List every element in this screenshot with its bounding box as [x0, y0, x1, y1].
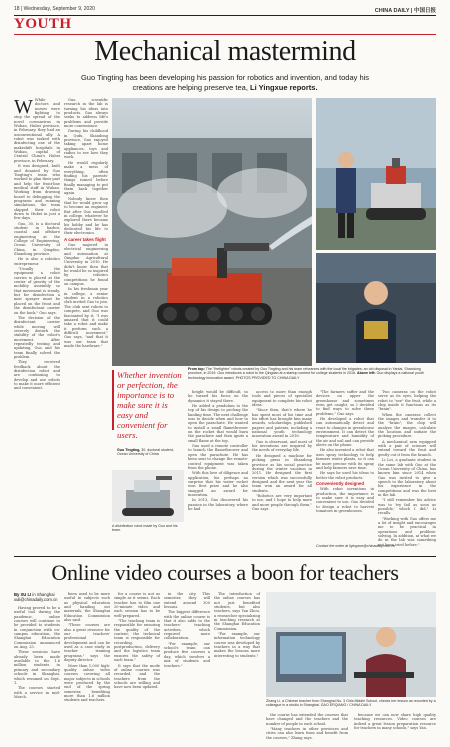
paragraph: With robot inventions in production, the importance is to make sure it is easy and convenient to use. Guo decided to design a robot to harvest tomatoes in greenhouses. [316, 487, 374, 513]
headline: Mechanical mastermind [94, 36, 356, 67]
paragraph: "The teaching team is responsible for ensuring the quality of the content; the technical team is responsible for recording, postproduction, delivery and the logistics team ensures the safety of each team." [114, 619, 160, 663]
caption-text-2: Guo displays a national youth technology innovation award. [188, 371, 424, 380]
story1-column-6 [378, 390, 436, 547]
story2-column-2 [64, 592, 110, 741]
story2-photo [266, 592, 436, 697]
paragraph: Li Lei, a graduate student in the same lab with Guo at the Ocean University of China, has known him since 2014 when Guo was invited to give a speech to the laboratory about his experience in the competitions and was the best in the lab. [378, 458, 436, 497]
paragraph: been used to be more useful in subjects such as physical education and handing out materials, the Shanghai Education Commission also said. [64, 592, 110, 623]
story1-column-4 [252, 390, 312, 551]
caption-text: The "firefighter" robots created by Guo Tingting and his team rehearses with the local fire brigades; an old disposal in Yantai, Shandong province, in 2019. Guo introduces a robot to the Qingdao at a startup contest for college students in 2016. [188, 367, 421, 376]
teacher-studio-photo [266, 592, 436, 697]
paragraph: "These courses are also a great resource for our teachers' professional development and can be used as a case study in teacher training programs," says the deputy director. [64, 623, 110, 663]
story1-column-5 [316, 390, 374, 551]
pull-quote-attribution [117, 448, 183, 457]
paragraph: Having proved to be a useful tool during the pandemic, online courses will continue to be provided to students in conjunction with on-campus education, the Shanghai Education Commission announced on Aug. 25. [14, 606, 60, 650]
paragraph: In 2013, Guo discovered his passion in the laboratory, where he had [188, 498, 248, 511]
paragraph: He also invented a robot that uses spray technology to help farmers water plants, so it can be more precise with its spray and help farmers save time. [316, 448, 374, 470]
paragraph: In his freshman year in college, a senior student in a robotics club invited Guo to join. The club sent robots to compete, and Guo was fascinated by it. "I was amazed that it could take a robot and make it perform such a difficult movement," Guo says, "and that it was our team that made the hardware." [64, 287, 108, 348]
paragraph: "Since then, that's where he has spent most of his time and his effort has brought him many awards, scholarships, published papers and patents, including a national youth technology innovation award in 2016. [252, 408, 312, 439]
paragraph: the course has extended the courses that have changed and the teachers and the number of people in each school. [266, 713, 348, 726]
byline [14, 592, 60, 602]
paragraph: "Many teachers in other provinces and cities can also learn from and benefit from the courses," Zhang says. [266, 727, 348, 740]
top-rule [14, 15, 436, 16]
section-rule [14, 34, 436, 35]
paragraph: because we can now share high quality teaching resources. Video courses are indeed a great lesson preparation resource for teachers in many schools," says Yan. [354, 713, 436, 731]
paragraph: The biggest difference with the online course is that it also adds to the teachers' teaching activities, which required more collaboration. [164, 610, 210, 641]
paragraph: "The farmers suffer and the devices on upper the greenhouse and sometimes even get caught, so I decided to find ways to solve these problems," Guo says. [316, 390, 374, 416]
paragraph: With this love of diligence and application, his perhaps no surprise that his water rocket won first prize and he also snagged an award for innovation. [188, 471, 248, 497]
paragraph: During his childhood in Qufu, Shandong province, Guo enjoyed taking apart home appliances, toys and radios to see how they work. [64, 129, 108, 160]
pull-quote-title: 30, doctoral student, Ocean University of China [117, 448, 174, 457]
paragraph: He would regularly make a mess of everything, often finding his parents' things ruined before finally managing to put them back together again. [64, 160, 108, 196]
dek-byline: Li Yingxue reports. [250, 82, 318, 92]
photo-caption [188, 367, 436, 380]
paragraph: The courses started with a service in mid-March. [14, 686, 60, 699]
paragraph: height would be difficult, so he turned his focus on the dynamics it stayed there. [188, 390, 248, 403]
paragraph: He designed a machine for picking grass in Shandong province as his social practice during the winter vacation in 2011. He designed the first version which was successfully designed and the next year the team won an award for all students. [252, 453, 312, 493]
paragraph: These sessions have already been made available to the 1.6 million students in primary and secondary schools in Shanghai, which resumed on Sept. 1. [14, 650, 60, 685]
paragraph: "Robotics are very important to me, and I hope to help more and more people through them," Guo says. [252, 493, 312, 511]
byline-place: in Shanghai [32, 592, 55, 597]
story2-photo-caption [266, 699, 436, 708]
photo-credit: PHOTOS PROVIDED TO CHINA DAILY [235, 375, 300, 380]
paragraph: They received feedback about the disinfection robot and are continuing to develop and use robots to make it more efficient and convenient. [14, 360, 60, 391]
pull-quote-box [112, 370, 184, 480]
story1-column-2 [64, 98, 108, 551]
paragraph: The decision of the disinfectant carrier while moving will severely disturb the stability of the robot's movement. After repeatedly testing and updating, Guo and his team finally solved the problem. [14, 315, 60, 359]
paragraph: He says he used his ideas to better the robot products. [316, 471, 374, 480]
small-robot-photo [112, 470, 184, 522]
disinfection-robot-image [112, 470, 184, 522]
paragraph: Nobody knew then that he would grow up to become an engineer. But after Guo enrolled in college, whatever he explored there became his hobby and he has dedicated his life to their electronics. [64, 196, 108, 236]
photo-credit: GAO ERQIANG / CHINA DAILY [320, 703, 372, 708]
paragraph: He added a pendulum to the top of his design to prolong the landing time. The next challenge was to decide when and how to open the parachute. He wanted to install a small flamethrower on the rocket that would burn the parachute and then ignite a small flame at the top. [188, 404, 248, 443]
pull-quote-name: Guo Tingting, [117, 448, 141, 452]
caption-label: From top: [188, 367, 205, 371]
paragraph: "For example, our information technology course was developed by teachers in a way that makes the lessons more interesting to students." [214, 632, 260, 658]
headline-2: Online video courses a boon for teachers [51, 560, 399, 585]
caption-label-2: Above left: [357, 371, 376, 376]
paragraph: in the city. This semester, they will extend around 300 lessons. [164, 592, 210, 610]
paragraph: access to more than enough tools and pieces of specialist equipment to complete his robot ideas. [252, 390, 312, 408]
paragraph: Guo, scientific research in the lab is turning his ideas into products. Guo always seeks to address life's problems and provide more convenience. [64, 98, 108, 129]
pull-quote: Whether invention or perfection, the importance is to make sure it is easy and convenient for users. [117, 370, 182, 440]
subhead: A career takes flight [64, 236, 106, 242]
story2-column-7 [354, 713, 436, 743]
paragraph: "For example, our school's team can produce five courses a day, which involves a mix of students and teachers." [164, 641, 210, 668]
dek [70, 73, 380, 92]
story-divider [14, 556, 436, 557]
drop-cap: W [14, 96, 33, 118]
paragraph: "Usually the equipment a robot carries is placed at the center of gravity of the mobility assembly so that movement is steady, but for disinfection a mist sprayer must be placed on the front and the disinfectant carrier on the back," Guo says. [14, 267, 60, 315]
page-info: 18 | Wednesday, September 9, 2020 [14, 6, 95, 12]
paragraph: for a course is not as simple as it seems. Each teacher has to film one 20-minute video and each session has to be well-prepared. [114, 592, 160, 618]
paragraph: A mechanical arm equipped with a pair of scissors will extend toward the fruit and gently cut it from the branch. [378, 439, 436, 457]
award-photo [316, 253, 436, 363]
paragraph: Guo, 30, is a doctoral student in harbor, coastal and offshore engineering at the College of Engineering, Ocean University of China, in Qingdao, Shandong province. [14, 221, 60, 257]
story2-column-3 [114, 592, 160, 741]
paragraph: It was designed, built and donated by Guo Tingting's team who worked to plan their part and help the front-line medical staff in Wuhan. Working from drawing board to debugging the programs and running simulations, the team shipped their robot down to Hubei in just a few days. [14, 164, 61, 221]
story1-column-3 [188, 390, 248, 551]
story2-column-6 [266, 713, 348, 743]
subhead: Conveniently designed [316, 480, 365, 486]
caption-text: Zhang Li, a Chinese teacher from Shanghai No. 3 Girls Middle School, checks her lesson as recorded by a colleague in a studio in Shanghai. [266, 699, 436, 708]
pull-quote-rule [112, 370, 114, 430]
small-photo-caption: A disinfection robot made by Guo and his team. [112, 524, 178, 533]
paragraph: He is also a robotics entrepreneur. [14, 257, 60, 266]
story2-column-5 [214, 592, 260, 741]
byline-email: xuli@chinadaily.com.cn [14, 597, 58, 602]
contact-writer: Contact the writer at liyingxue@chinadaily.com.cn [316, 544, 396, 548]
paragraph: While doctors and nurses were fighting to stop the spread of the novel coronavirus in Wuhan, Hubei province, in February, they had an unconventional ally. A robot was tasked with disinfecting one of the makeshift hospitals in Wuhan, capital of Central China's Hubei province, in February. [14, 98, 60, 163]
robot-demo-photo [316, 98, 436, 250]
story2-column-4 [164, 592, 210, 741]
paragraph: He developed a robot that can automatically detect and react to changes in greenhouse environment. It can detect the temperature and humidity of the air and soil and can provide alerts on the phone. [316, 417, 374, 448]
top-right-photo [316, 98, 436, 250]
paragraph: Guo majored in electrical engineering and automation at Qingdao Agricultural University in 2010. He didn't know then that he would be so inspired by robotics competitions he found on campus. [64, 243, 108, 287]
story1-column-1 [14, 98, 60, 551]
story2-column-1 [14, 606, 60, 741]
paragraph: Two cameras on the robot serve as its eyes, helping the robot to "see" the fruit, while a chip inside it functions as its "brain". [378, 390, 436, 412]
paragraph: More than 1,000 high-quality online video courses covering all major subjects in schools were produced by the end of the spring semester, benefiting more than 1.6 million students and teachers. [64, 663, 110, 703]
paragraph: Guo is observant, and most of his inventions are inspired by the needs of everyday life. [252, 439, 312, 453]
award-photo-image [316, 253, 436, 363]
paragraph: "I still remember his advice was to 'try fail as soon as possible,' which I did," Li recalls. [378, 498, 436, 516]
section-title: YOUTH [14, 16, 72, 32]
firefighter-robot-photo [112, 98, 312, 366]
main-photo [112, 98, 312, 366]
brand-name: CHINA DAILY | 中国日报 [374, 8, 436, 14]
paragraph: It says that the mode of online courses was recorded, and the teachers from the schools are willing and have now been updated. [114, 663, 160, 690]
byline-name: By XU LI [14, 592, 32, 597]
dek-text: Guo Tingting has been developing his passion for robotics and invention, and today his creations are helping preserve tea, [80, 73, 370, 92]
paragraph: When the cameras collect the images and transfer it to the "brain", the chip will analyze the images, calculate the location and initiate the picking procedure. [378, 412, 436, 439]
paragraph: "Working with Guo offers me a lot of insight and encourages me to be practical in operations and problem-solving. In addition, at what we do in the lab was something not been tried before." [378, 516, 436, 547]
paragraph: The introduction of the online courses has not just benefited students, but also teachers, says Yan Zhou, a researcher specializing in teaching research at the Shanghai Education Commission. [214, 592, 260, 631]
paragraph: Guo used a remote controller to launch the flamethrower and open the parachute. He has been sent to change the remote-control equipment was taken from the phone. [188, 444, 248, 470]
